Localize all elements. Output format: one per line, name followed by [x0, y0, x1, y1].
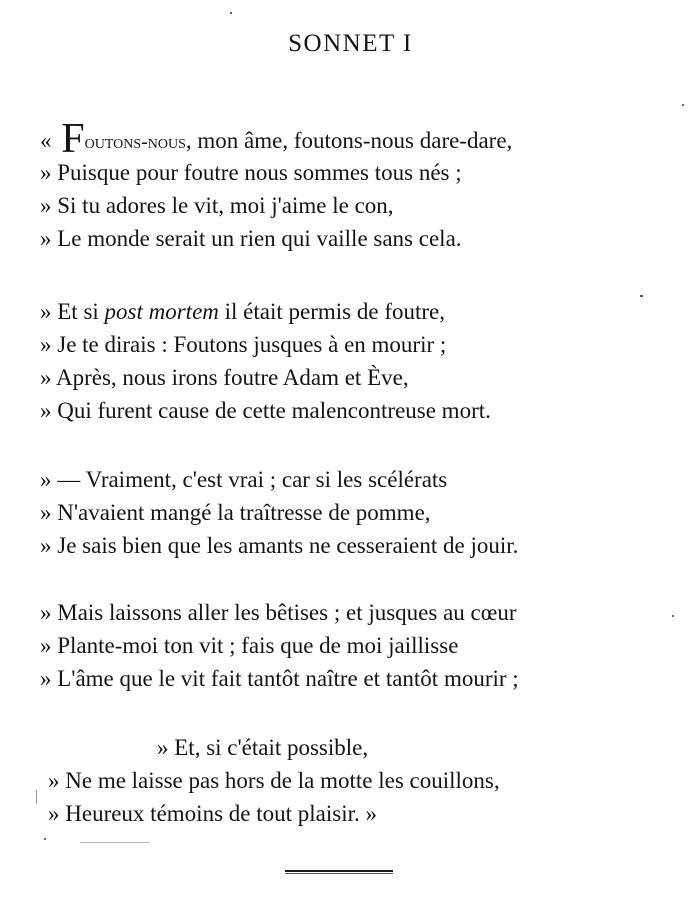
verse-line: » Qui furent cause de cette malencontreuse mort.	[40, 398, 491, 423]
verse-line: » Si tu adores le vit, moi j'aime le con,	[40, 193, 394, 218]
opening-guillemet: «	[40, 128, 52, 153]
verse-line: » N'avaient mangé la traîtresse de pomme,	[40, 500, 431, 525]
verse-line: » Après, nous irons foutre Adam et Ève,	[40, 365, 409, 390]
verse-line: » — Vraiment, c'est vrai ; car si les scélérats	[40, 467, 448, 492]
verse-line: » Je te dirais : Foutons jusques à en mourir ;	[40, 332, 447, 357]
verse-line: » L'âme que le vit fait tantôt naître et tantôt mourir ;	[40, 666, 519, 691]
verse-line: » Puisque pour foutre nous sommes tous nés ;	[40, 160, 462, 185]
end-rule	[285, 870, 393, 874]
scan-speck	[672, 615, 674, 617]
verse-line: » Je sais bien que les amants ne cesseraient de jouir.	[40, 533, 519, 558]
small-caps-word: outons-nous	[84, 131, 186, 153]
stanza-2	[40, 295, 680, 427]
stanza-5	[40, 731, 680, 830]
latin-phrase: post mortem	[104, 299, 219, 324]
verse-line: » Heureux témoins de tout plaisir. »	[48, 801, 377, 826]
verse-line: » Ne me laisse pas hors de la motte les couillons,	[48, 768, 500, 793]
stanza-1	[40, 116, 680, 255]
verse-line	[40, 295, 680, 328]
verse-text: il était permis de foutre,	[218, 299, 445, 324]
verse-text: » Et si	[40, 299, 105, 324]
scan-speck	[230, 12, 232, 14]
scan-speck	[80, 842, 150, 843]
drop-capital: F	[61, 116, 85, 162]
stanza-3	[40, 463, 680, 562]
verse-line: » Et, si c'était possible,	[157, 735, 369, 760]
scan-speck	[44, 838, 46, 840]
verse-line: » Le monde serait un rien qui vaille sans cela.	[40, 226, 462, 251]
verse-line: » Plante-moi ton vit ; fais que de moi jaillisse	[40, 633, 459, 658]
scan-speck	[640, 295, 643, 297]
scan-speck	[36, 790, 37, 804]
verse-text: , mon âme, foutons-nous dare-dare,	[185, 128, 513, 153]
verse-line: » Mais laissons aller les bêtises ; et jusques au cœur	[40, 600, 517, 625]
verse-line	[40, 116, 680, 162]
scan-speck	[682, 104, 684, 106]
stanza-4	[40, 596, 680, 695]
poem-title: SONNET I	[288, 30, 413, 57]
